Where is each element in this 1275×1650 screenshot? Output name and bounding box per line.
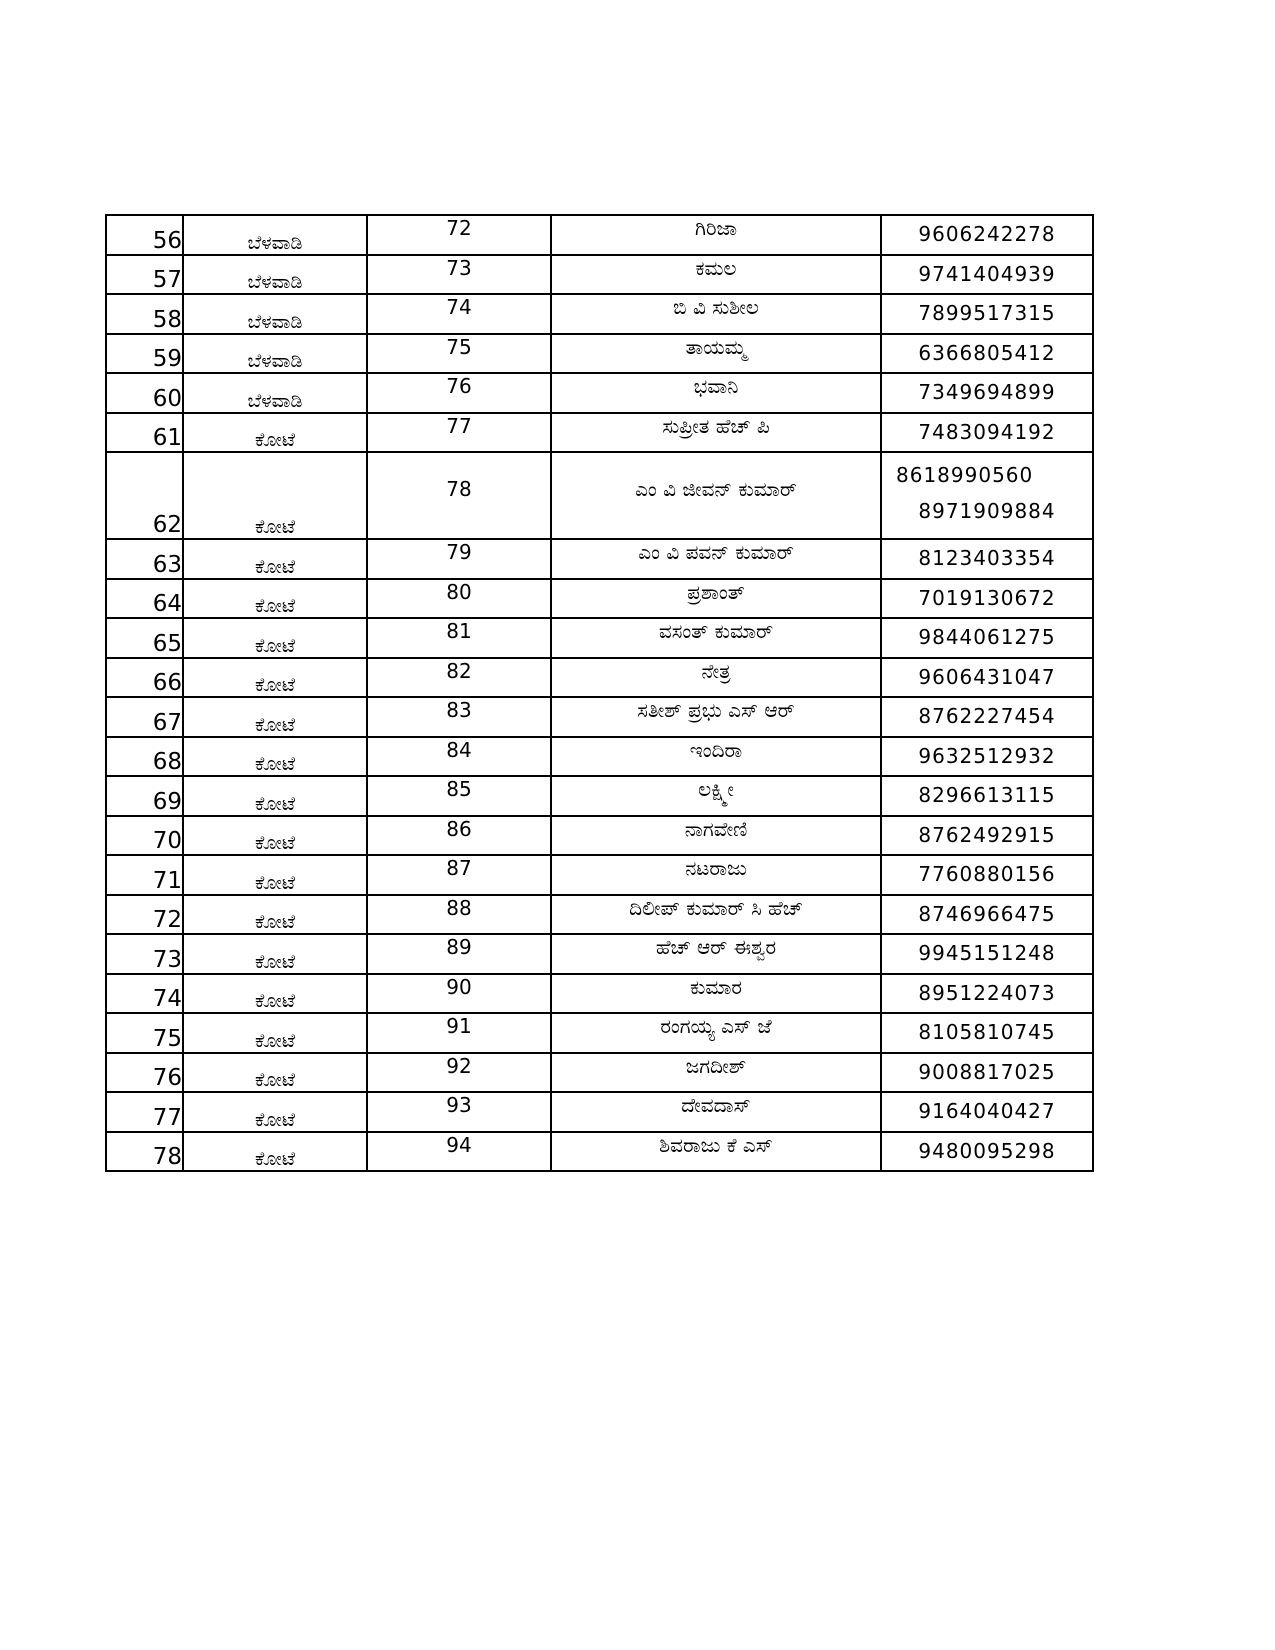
serial-number-cell: 58 (106, 294, 183, 334)
serial-number-cell: 64 (106, 579, 183, 619)
serial-number-cell: 72 (106, 895, 183, 935)
phone-number: 8951224073 (918, 980, 1056, 1005)
phone-number: 8105810745 (918, 1020, 1056, 1044)
phone-number: 9008817025 (918, 1059, 1056, 1084)
serial-number-cell: 75 (106, 1013, 183, 1053)
serial-number-cell: 66 (106, 658, 183, 698)
village-cell: ಕೋಟೆ (183, 934, 367, 974)
phone-cell (881, 697, 1093, 737)
table-row (106, 579, 1093, 619)
person-name-cell: ಎಂ ವಿ ಪವನ್ ಕುಮಾರ್ (551, 539, 881, 579)
phone-cell (881, 579, 1093, 619)
booth-number-cell: 76 (367, 373, 551, 413)
booth-number-cell: 72 (367, 215, 551, 255)
person-name-cell: ನಾಗವೇಣಿ (551, 816, 881, 856)
contact-table (105, 214, 1094, 1172)
person-name-cell: ಗಿರಿಜಾ (551, 215, 881, 255)
serial-number-cell: 71 (106, 855, 183, 895)
village-cell: ಬೆಳವಾಡಿ (183, 294, 367, 334)
person-name-cell: ಲಕ್ಷ್ಮೀ (551, 776, 881, 816)
person-name-cell: ರಂಗಯ್ಯ ಎಸ್ ಜೆ (551, 1013, 881, 1053)
phone-cell (881, 215, 1093, 255)
person-name-cell: ತಾಯಮ್ಮ (551, 334, 881, 374)
table-row (106, 452, 1093, 539)
phone-cell (881, 1053, 1093, 1093)
phone-number: 9741404939 (918, 261, 1056, 286)
person-name-cell: ದೇವದಾಸ್ (551, 1092, 881, 1132)
phone-cell (881, 294, 1093, 334)
table-row (106, 697, 1093, 737)
table-row (106, 539, 1093, 579)
village-cell: ಕೋಟೆ (183, 539, 367, 579)
village-cell: ಕೋಟೆ (183, 776, 367, 816)
village-cell: ಕೋಟೆ (183, 413, 367, 453)
phone-number: 9606242278 (918, 222, 1056, 246)
phone-cell (881, 737, 1093, 777)
booth-number-cell: 77 (367, 413, 551, 453)
table-row (106, 294, 1093, 334)
booth-number-cell: 88 (367, 895, 551, 935)
village-cell: ಬೆಳವಾಡಿ (183, 215, 367, 255)
serial-number-cell: 67 (106, 697, 183, 737)
village-cell: ಕೋಟೆ (183, 1092, 367, 1132)
phone-cell (881, 618, 1093, 658)
phone-cell (881, 855, 1093, 895)
booth-number-cell: 86 (367, 816, 551, 856)
table-row (106, 255, 1093, 295)
table-row (106, 1053, 1093, 1093)
village-cell: ಕೋಟೆ (183, 816, 367, 856)
serial-number-cell: 74 (106, 974, 183, 1014)
table-row (106, 855, 1093, 895)
phone-number: 7483094192 (918, 419, 1056, 444)
serial-number-cell: 78 (106, 1132, 183, 1172)
phone-number: 8746966475 (918, 901, 1056, 926)
person-name-cell: ಸುಪ್ರೀತ ಹೆಚ್ ಪಿ (551, 413, 881, 453)
phone-cell (881, 373, 1093, 413)
phone-cell (881, 974, 1093, 1014)
table-row (106, 934, 1093, 974)
phone-number: 9945151248 (918, 941, 1056, 965)
booth-number-cell: 80 (367, 579, 551, 619)
booth-number-cell: 87 (367, 855, 551, 895)
village-cell: ಕೋಟೆ (183, 1132, 367, 1172)
phone-number: 9632512932 (918, 743, 1056, 768)
booth-number-cell: 93 (367, 1092, 551, 1132)
table-row (106, 737, 1093, 777)
table-row (106, 334, 1093, 374)
booth-number-cell: 91 (367, 1013, 551, 1053)
serial-number-cell: 60 (106, 373, 183, 413)
village-cell: ಕೋಟೆ (183, 895, 367, 935)
phone-number: 9844061275 (918, 625, 1056, 649)
table-row (106, 816, 1093, 856)
table-row (106, 215, 1093, 255)
phone-number: 8762492915 (918, 822, 1056, 847)
serial-number-cell: 56 (106, 215, 183, 255)
table-row (106, 1013, 1093, 1053)
village-cell: ಕೋಟೆ (183, 974, 367, 1014)
serial-number-cell: 70 (106, 816, 183, 856)
booth-number-cell: 78 (367, 452, 551, 539)
phone-cell (881, 776, 1093, 816)
village-cell: ಬೆಳವಾಡಿ (183, 334, 367, 374)
village-cell: ಬೆಳವಾಡಿ (183, 255, 367, 295)
person-name-cell: ಕಮಲ (551, 255, 881, 295)
phone-cell (881, 1013, 1093, 1053)
serial-number-cell: 61 (106, 413, 183, 453)
phone-cell (881, 255, 1093, 295)
table-row (106, 1132, 1093, 1172)
serial-number-cell: 68 (106, 737, 183, 777)
person-name-cell: ನೇತ್ರ (551, 658, 881, 698)
serial-number-cell: 69 (106, 776, 183, 816)
person-name-cell: ಭವಾನಿ (551, 373, 881, 413)
person-name-cell: ಎಂ ವಿ ಜೀವನ್ ಕುಮಾರ್ (551, 452, 881, 539)
person-name-cell: ದಿಲೀಪ್ ಕುಮಾರ್ ಸಿ ಹೆಚ್ (551, 895, 881, 935)
phone-number: 8296613115 (918, 783, 1056, 807)
booth-number-cell: 74 (367, 294, 551, 334)
person-name-cell: ವಸಂತ್ ಕುಮಾರ್ (551, 618, 881, 658)
phone-number: 7760880156 (918, 862, 1056, 886)
person-name-cell: ಹೆಚ್ ಆರ್ ಈಶ್ವರ (551, 934, 881, 974)
person-name-cell: ಶಿವರಾಜು ಕೆ ಎಸ್ (551, 1132, 881, 1172)
person-name-cell: ಬಿ ವಿ ಸುಶೀಲ (551, 294, 881, 334)
village-cell: ಕೋಟೆ (183, 658, 367, 698)
booth-number-cell: 92 (367, 1053, 551, 1093)
phone-number: 7349694899 (918, 380, 1056, 404)
booth-number-cell: 94 (367, 1132, 551, 1172)
person-name-cell: ಸತೀಶ್ ಪ್ರಭು ಎಸ್ ಆರ್ (551, 697, 881, 737)
phone-number: 9606431047 (918, 664, 1056, 689)
serial-number-cell: 76 (106, 1053, 183, 1093)
village-cell: ಕೋಟೆ (183, 618, 367, 658)
table-row (106, 413, 1093, 453)
contact-table-body (106, 215, 1093, 1171)
table-row (106, 895, 1093, 935)
phone-number: 8762227454 (918, 704, 1056, 728)
phone-number: 7019130672 (918, 585, 1056, 610)
village-cell: ಕೋಟೆ (183, 1053, 367, 1093)
phone-cell (881, 934, 1093, 974)
village-cell: ಕೋಟೆ (183, 452, 367, 539)
table-row (106, 1092, 1093, 1132)
person-name-cell: ನಟರಾಜು (551, 855, 881, 895)
serial-number-cell: 57 (106, 255, 183, 295)
booth-number-cell: 82 (367, 658, 551, 698)
serial-number-cell: 59 (106, 334, 183, 374)
booth-number-cell: 81 (367, 618, 551, 658)
phone-cell (881, 658, 1093, 698)
booth-number-cell: 79 (367, 539, 551, 579)
booth-number-cell: 90 (367, 974, 551, 1014)
booth-number-cell: 85 (367, 776, 551, 816)
phone-cell (881, 895, 1093, 935)
phone-cell (881, 1092, 1093, 1132)
phone-number: 8618990560 (896, 463, 1034, 487)
phone-number: 7899517315 (918, 301, 1056, 325)
phone-number: 9480095298 (918, 1138, 1056, 1163)
table-row (106, 618, 1093, 658)
phone-cell (881, 1132, 1093, 1172)
village-cell: ಕೋಟೆ (183, 737, 367, 777)
phone-cell (881, 413, 1093, 453)
person-name-cell: ಪ್ರಶಾಂತ್ (551, 579, 881, 619)
booth-number-cell: 84 (367, 737, 551, 777)
village-cell: ಬೆಳವಾಡಿ (183, 373, 367, 413)
phone-cell (881, 452, 1093, 539)
phone-number: 9164040427 (918, 1099, 1056, 1123)
serial-number-cell: 73 (106, 934, 183, 974)
serial-number-cell: 63 (106, 539, 183, 579)
village-cell: ಕೋಟೆ (183, 697, 367, 737)
phone-number: 6366805412 (918, 340, 1056, 365)
booth-number-cell: 89 (367, 934, 551, 974)
phone-number: 8123403354 (918, 546, 1056, 570)
booth-number-cell: 73 (367, 255, 551, 295)
booth-number-cell: 83 (367, 697, 551, 737)
serial-number-cell: 65 (106, 618, 183, 658)
person-name-cell: ಜಗದೀಶ್ (551, 1053, 881, 1093)
serial-number-cell: 62 (106, 452, 183, 539)
person-name-cell: ಕುಮಾರ (551, 974, 881, 1014)
phone-cell (881, 539, 1093, 579)
phone-cell (881, 816, 1093, 856)
table-row (106, 658, 1093, 698)
serial-number-cell: 77 (106, 1092, 183, 1132)
person-name-cell: ಇಂದಿರಾ (551, 737, 881, 777)
phone-cell (881, 334, 1093, 374)
village-cell: ಕೋಟೆ (183, 855, 367, 895)
booth-number-cell: 75 (367, 334, 551, 374)
table-row (106, 373, 1093, 413)
village-cell: ಕೋಟೆ (183, 1013, 367, 1053)
phone-number: 8971909884 (918, 499, 1056, 523)
table-row (106, 776, 1093, 816)
village-cell: ಕೋಟೆ (183, 579, 367, 619)
table-row (106, 974, 1093, 1014)
